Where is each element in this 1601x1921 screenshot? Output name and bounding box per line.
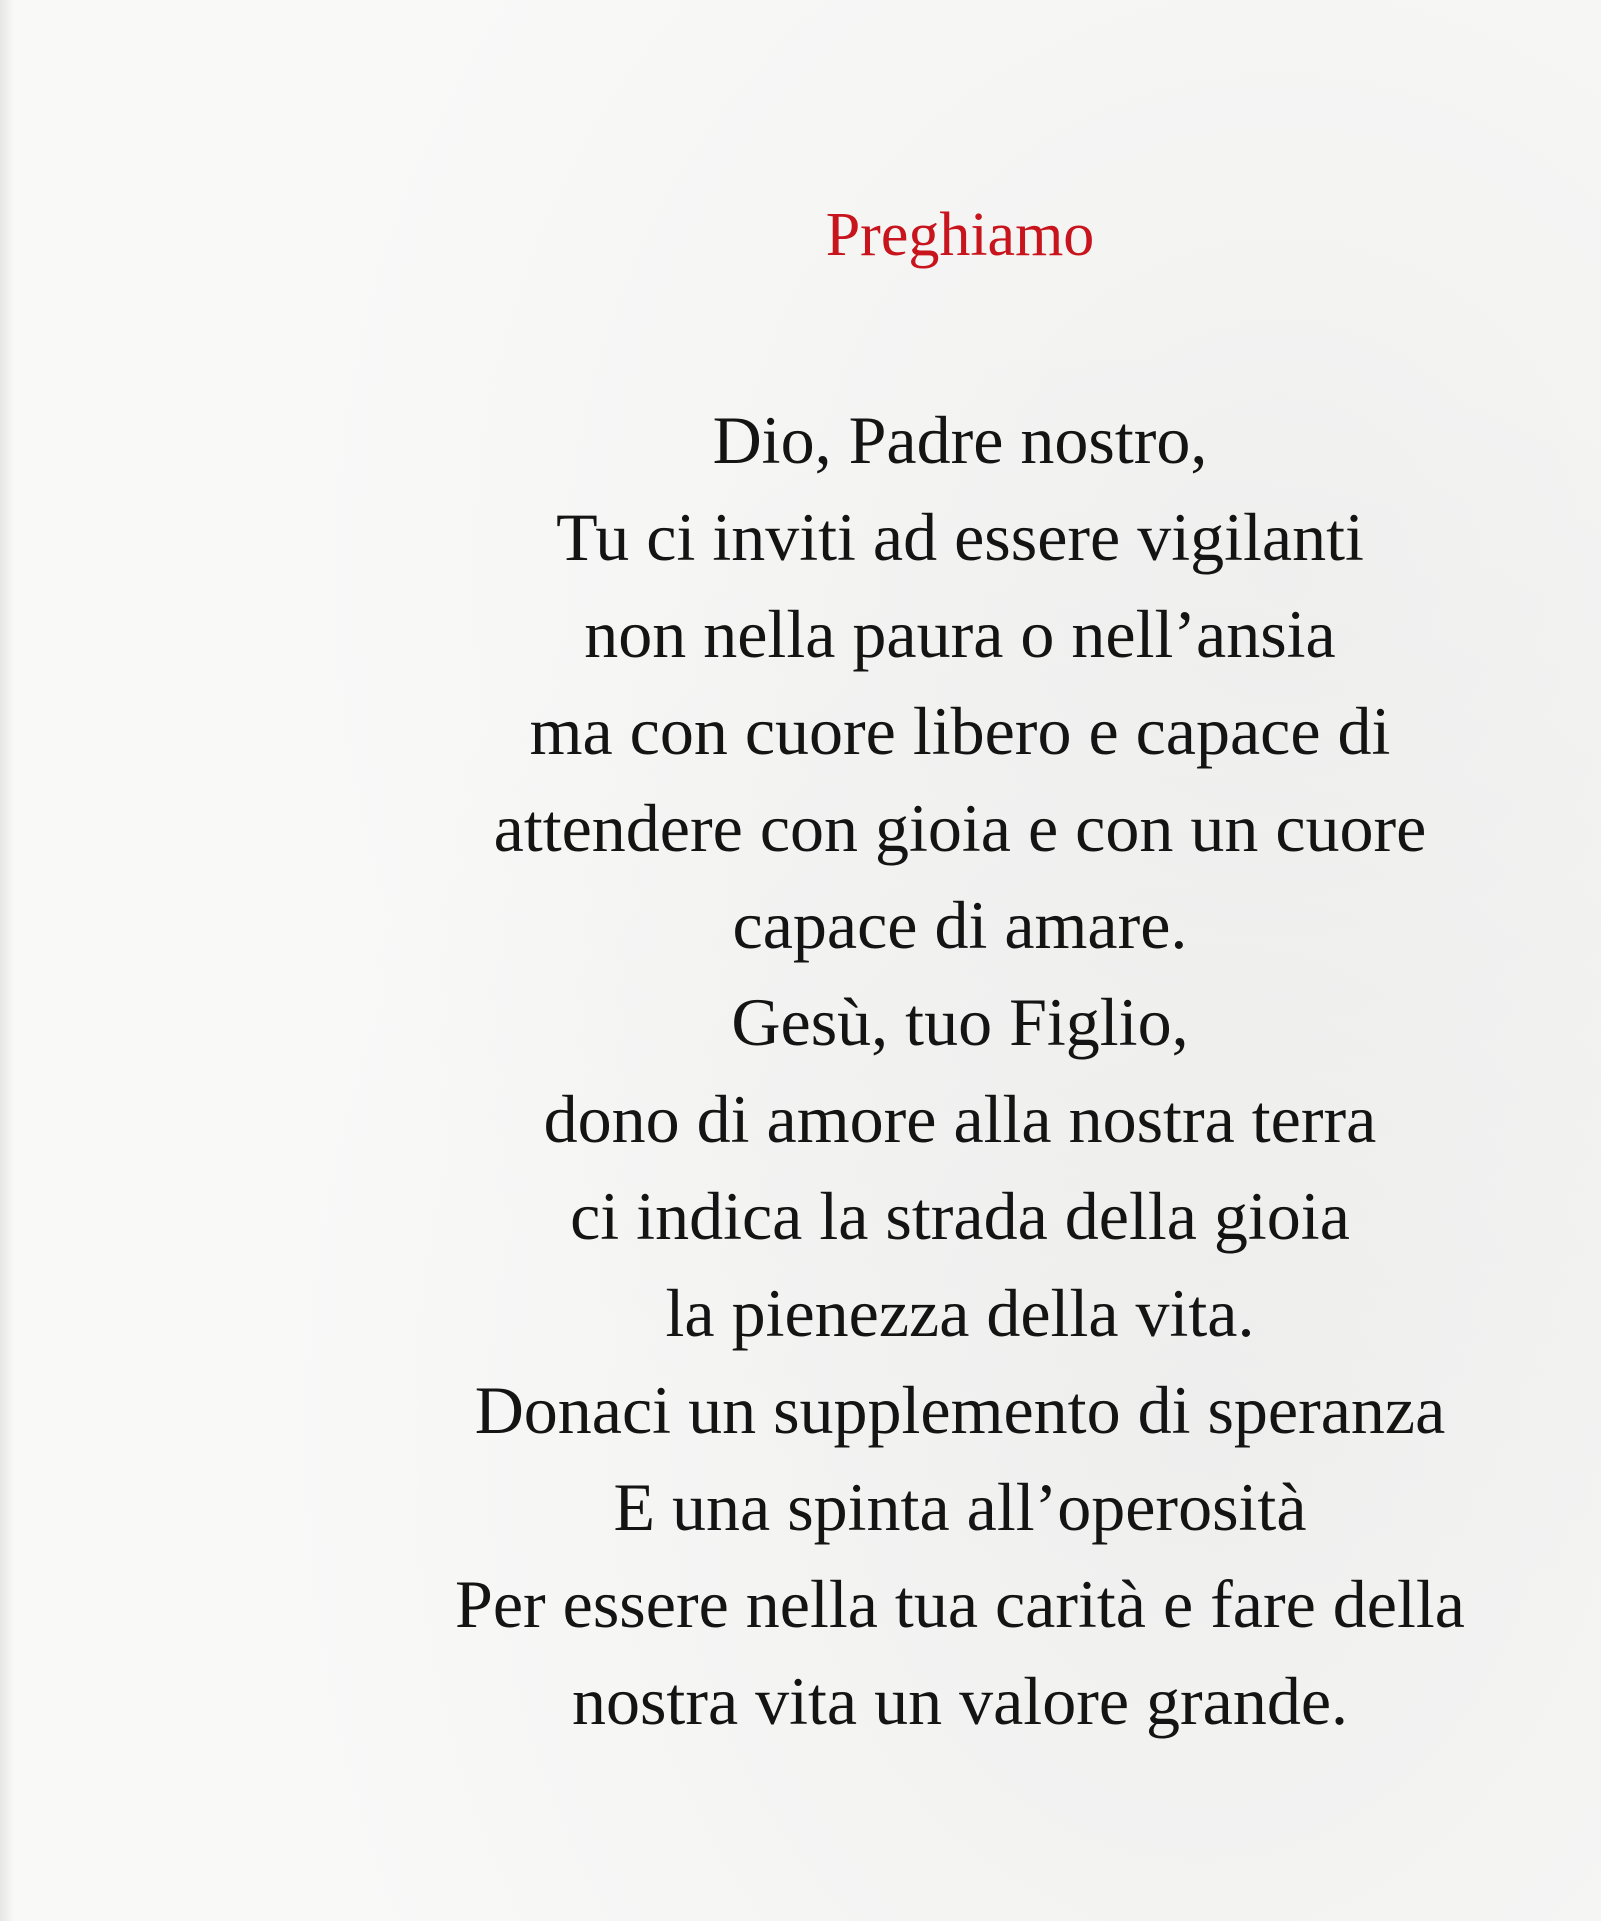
prayer-line: capace di amare. (732, 887, 1188, 963)
prayer-line: la pienezza della vita. (665, 1275, 1255, 1351)
prayer-text (0, 392, 1601, 1750)
prayer-line: Tu ci inviti ad essere vigilanti (556, 499, 1364, 575)
prayer-line: Donaci un supplemento di speranza (474, 1372, 1446, 1448)
page-title: Preghiamo (825, 201, 1095, 269)
prayer-line: ma con cuore libero e capace di (529, 693, 1391, 769)
prayer-line: Dio, Padre nostro, (712, 402, 1208, 478)
prayer-line: E una spinta all’operosità (613, 1469, 1307, 1545)
prayer-line: attendere con gioia e con un cuore (493, 790, 1427, 866)
prayer-line: nostra vita un valore grande. (571, 1663, 1349, 1739)
prayer-line: ci indica la strada della gioia (570, 1178, 1350, 1254)
prayer-line: Gesù, tuo Figlio, (731, 984, 1189, 1060)
prayer-line: non nella paura o nell’ansia (584, 596, 1336, 672)
prayer-line: Per essere nella tua carità e fare della (455, 1566, 1465, 1642)
prayer-line: dono di amore alla nostra terra (543, 1081, 1377, 1157)
